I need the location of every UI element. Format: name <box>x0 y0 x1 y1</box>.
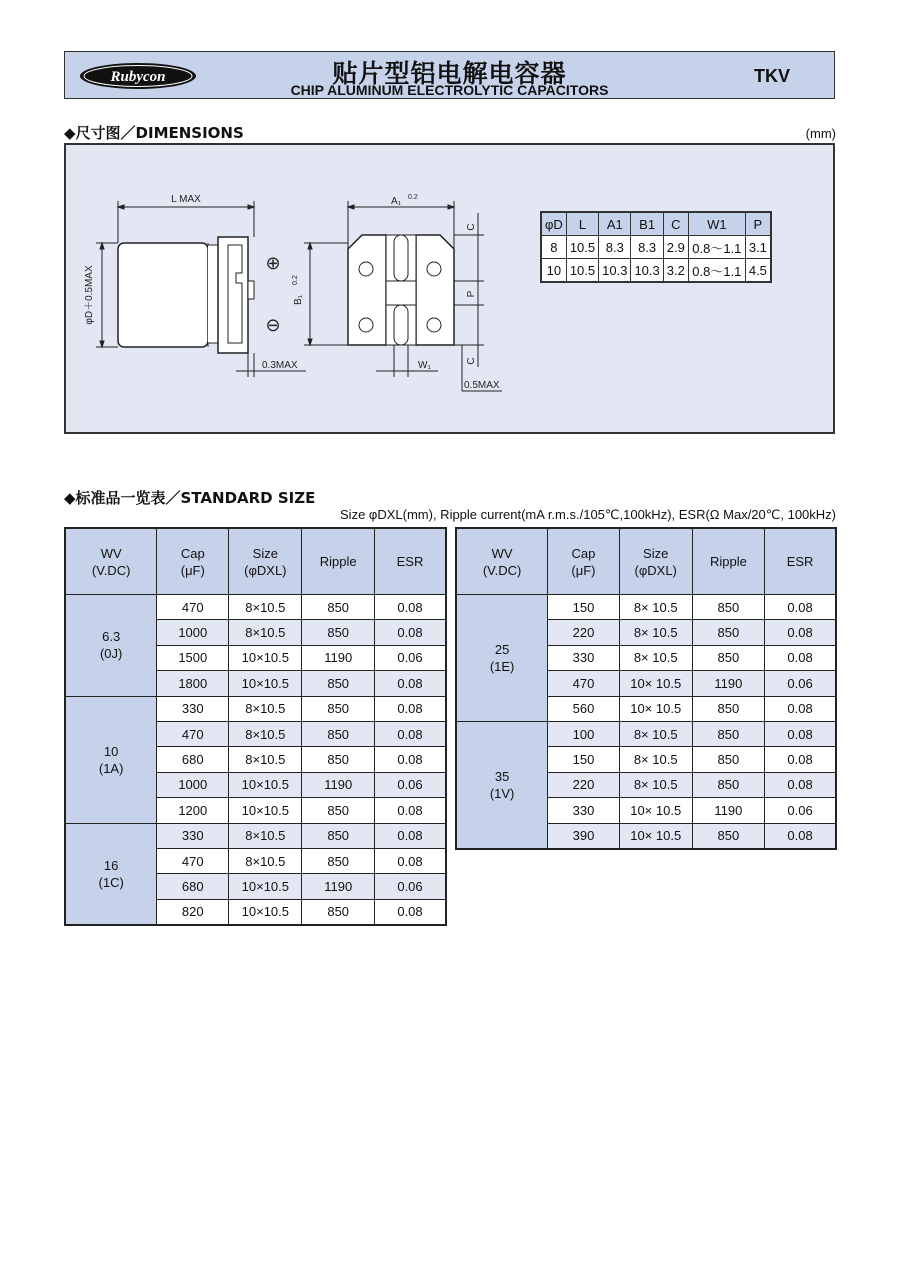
col-esr: ESR <box>375 528 447 595</box>
cell: 850 <box>692 747 764 772</box>
cell: 330 <box>548 645 620 670</box>
label-d-max: φD＋0.5MAX <box>84 265 95 325</box>
cell: 10×10.5 <box>229 645 302 670</box>
cell: 10.5 <box>566 236 598 259</box>
wv-value: 35 <box>494 768 510 784</box>
wv-group <box>456 721 548 848</box>
cell: 8×10.5 <box>229 823 302 848</box>
cell: 0.08 <box>375 747 447 772</box>
cell: 100 <box>548 721 620 746</box>
dimensions-table <box>540 211 772 283</box>
cell: 0.06 <box>765 798 836 823</box>
cell: 1190 <box>302 874 375 899</box>
cell: 8× 10.5 <box>619 721 692 746</box>
cell: 0.08 <box>375 721 447 746</box>
cell: 0.08 <box>765 823 836 849</box>
cell: 8×10.5 <box>229 696 302 721</box>
cell: 0.8～1.1 <box>688 259 745 283</box>
cell: 8 <box>541 236 566 259</box>
table-row <box>541 259 771 283</box>
cell: 1800 <box>157 671 229 696</box>
col-cap <box>157 528 229 595</box>
cell: 680 <box>157 747 229 772</box>
logo-text: Rubycon <box>110 69 166 85</box>
standard-size-title: ◆标准品一览表／STANDARD SIZE <box>64 489 316 507</box>
cell: 850 <box>692 696 764 721</box>
col-a1: A1 <box>599 212 631 236</box>
cell: 470 <box>548 671 620 696</box>
cell: 10×10.5 <box>229 772 302 797</box>
label-0-5-max: 0.5MAX <box>464 380 500 391</box>
cell: 8×10.5 <box>229 721 302 746</box>
cell: 220 <box>548 772 620 797</box>
cell: 820 <box>157 899 229 925</box>
wv-value: 6.3 <box>102 629 121 645</box>
col-wv <box>456 528 548 595</box>
cell: 0.08 <box>375 671 447 696</box>
cell: 850 <box>302 721 375 746</box>
cell: 8× 10.5 <box>619 620 692 645</box>
page-title-cn: 贴片型铝电解电容器 <box>332 59 567 88</box>
cap-unit: (μF) <box>571 562 596 578</box>
wv-group <box>456 595 548 722</box>
col-ripple: Ripple <box>692 528 764 595</box>
col-cap <box>548 528 620 595</box>
unit-label: (mm) <box>805 126 836 141</box>
cell: 470 <box>157 595 229 620</box>
cell: 10.5 <box>566 259 598 283</box>
cell: 10× 10.5 <box>619 671 692 696</box>
cell: 0.06 <box>375 772 447 797</box>
cell: 0.08 <box>375 848 447 873</box>
size-label: Size <box>252 545 278 561</box>
label-w1: W₁ <box>418 360 431 371</box>
wv-label: WV <box>491 545 513 561</box>
cell: 850 <box>302 899 375 925</box>
cell: 330 <box>548 798 620 823</box>
cell: 10× 10.5 <box>619 823 692 849</box>
table-row <box>65 595 446 620</box>
col-esr: ESR <box>765 528 836 595</box>
cell: 10×10.5 <box>229 671 302 696</box>
label-a1: A₁ <box>390 196 402 207</box>
cell: 0.08 <box>765 696 836 721</box>
cell: 4.5 <box>745 259 771 283</box>
size-unit: (φDXL) <box>244 562 287 578</box>
cell: 850 <box>302 671 375 696</box>
wv-group <box>65 595 157 697</box>
cell: 850 <box>302 798 375 823</box>
wv-group <box>65 696 157 823</box>
cell: 0.06 <box>765 671 836 696</box>
size-label: Size <box>643 545 669 561</box>
wv-code: (1V) <box>489 785 515 801</box>
cell: 8× 10.5 <box>619 595 692 620</box>
cell: 8× 10.5 <box>619 645 692 670</box>
cell: 850 <box>302 747 375 772</box>
cell: 8.3 <box>599 236 631 259</box>
cell: 0.08 <box>765 645 836 670</box>
table-row <box>65 823 446 848</box>
cell: 8×10.5 <box>229 747 302 772</box>
table-header-row <box>65 528 446 595</box>
cell: 8.3 <box>631 236 663 259</box>
cell: 470 <box>157 721 229 746</box>
cell: 680 <box>157 874 229 899</box>
cell: 10× 10.5 <box>619 798 692 823</box>
cell: 850 <box>302 823 375 848</box>
cell: 0.08 <box>765 620 836 645</box>
label-c-top: C <box>466 223 477 231</box>
cell: 10×10.5 <box>229 798 302 823</box>
cell: 2.9 <box>663 236 688 259</box>
size-unit: (φDXL) <box>634 562 677 578</box>
cell: 0.08 <box>375 798 447 823</box>
cell: 850 <box>302 696 375 721</box>
standard-table-left <box>64 527 447 926</box>
label-l-max: L MAX <box>171 194 201 205</box>
cell: 1190 <box>302 645 375 670</box>
cell: 470 <box>157 848 229 873</box>
table-row <box>456 721 836 746</box>
wv-code: (1E) <box>489 658 515 674</box>
label-0-3-max: 0.3MAX <box>262 360 298 371</box>
cell: 10×10.5 <box>229 874 302 899</box>
col-ripple: Ripple <box>302 528 375 595</box>
cell: 220 <box>548 620 620 645</box>
cap-label: Cap <box>571 545 596 561</box>
cell: 10.3 <box>599 259 631 283</box>
wv-value: 16 <box>103 857 119 873</box>
wv-value: 25 <box>494 641 510 657</box>
cell: 850 <box>692 645 764 670</box>
dimensions-table-header <box>541 212 771 236</box>
cell: 0.06 <box>375 874 447 899</box>
cell: 1200 <box>157 798 229 823</box>
cell: 8×10.5 <box>229 620 302 645</box>
cell: 0.06 <box>375 645 447 670</box>
cell: 850 <box>692 721 764 746</box>
cap-unit: (μF) <box>180 562 205 578</box>
table-row <box>65 696 446 721</box>
cell: 8×10.5 <box>229 848 302 873</box>
cell: 3.2 <box>663 259 688 283</box>
cell: 1190 <box>692 798 764 823</box>
label-p: P <box>466 290 477 298</box>
cell: 8×10.5 <box>229 595 302 620</box>
cell: 0.08 <box>375 823 447 848</box>
cell: 0.08 <box>765 772 836 797</box>
cell: 10× 10.5 <box>619 696 692 721</box>
table-header-row <box>456 528 836 595</box>
cell: 850 <box>692 772 764 797</box>
wv-label: WV <box>100 545 122 561</box>
cell: 8× 10.5 <box>619 747 692 772</box>
cell: 0.08 <box>375 696 447 721</box>
col-phi-d: φD <box>541 212 566 236</box>
wv-code: (1A) <box>98 760 124 776</box>
cell: 3.1 <box>745 236 771 259</box>
wv-unit: (V.DC) <box>91 562 131 578</box>
col-p: P <box>745 212 771 236</box>
cell: 850 <box>302 620 375 645</box>
cell: 1500 <box>157 645 229 670</box>
header-banner <box>64 51 835 99</box>
cell: 560 <box>548 696 620 721</box>
cell: 1190 <box>302 772 375 797</box>
cell: 0.08 <box>375 620 447 645</box>
cell: 330 <box>157 823 229 848</box>
cell: 150 <box>548 747 620 772</box>
cell: 0.08 <box>765 721 836 746</box>
wv-group <box>65 823 157 925</box>
cell: 0.8～1.1 <box>688 236 745 259</box>
page-title-en: CHIP ALUMINUM ELECTROLYTIC CAPACITORS <box>290 82 609 98</box>
minus-mark: ⊖ <box>265 315 281 335</box>
cell: 8× 10.5 <box>619 772 692 797</box>
cell: 0.08 <box>375 595 447 620</box>
label-a1-tol: 0.2 <box>408 194 418 201</box>
wv-value: 10 <box>103 743 119 759</box>
cell: 10 <box>541 259 566 283</box>
col-w1: W1 <box>688 212 745 236</box>
col-size <box>619 528 692 595</box>
label-b1-tol: 0.2 <box>292 275 299 285</box>
standard-size-note: Size φDXL(mm), Ripple current(mA r.m.s./105℃,100kHz), ESR(Ω Max/20℃, 100kHz) <box>340 507 836 522</box>
col-size <box>229 528 302 595</box>
cell: 10×10.5 <box>229 899 302 925</box>
cell: 850 <box>692 823 764 849</box>
label-c-bottom: C <box>466 357 477 365</box>
cell: 850 <box>692 620 764 645</box>
table-row <box>541 236 771 259</box>
col-l: L <box>566 212 598 236</box>
standard-table-right <box>455 527 837 850</box>
cell: 390 <box>548 823 620 849</box>
cell: 1000 <box>157 620 229 645</box>
cell: 1000 <box>157 772 229 797</box>
dimensions-title: ◆尺寸图／DIMENSIONS <box>64 124 244 142</box>
wv-code: (1C) <box>98 874 124 890</box>
cell: 330 <box>157 696 229 721</box>
dimension-drawing <box>66 145 833 432</box>
cell: 0.08 <box>765 747 836 772</box>
cell: 850 <box>302 595 375 620</box>
plus-mark: ⊕ <box>265 253 281 273</box>
col-b1: B1 <box>631 212 663 236</box>
dimensions-panel <box>64 143 835 434</box>
wv-code: (0J) <box>99 646 123 662</box>
cell: 850 <box>692 595 764 620</box>
cell: 850 <box>302 848 375 873</box>
label-b1: B₁ <box>293 294 304 306</box>
wv-unit: (V.DC) <box>482 562 522 578</box>
table-row <box>456 595 836 620</box>
cell: 0.08 <box>765 595 836 620</box>
col-wv <box>65 528 157 595</box>
cell: 10.3 <box>631 259 663 283</box>
cell: 1190 <box>692 671 764 696</box>
series-code: TKV <box>754 66 790 86</box>
cell: 0.08 <box>375 899 447 925</box>
cell: 150 <box>548 595 620 620</box>
cap-label: Cap <box>180 545 205 561</box>
col-c: C <box>663 212 688 236</box>
